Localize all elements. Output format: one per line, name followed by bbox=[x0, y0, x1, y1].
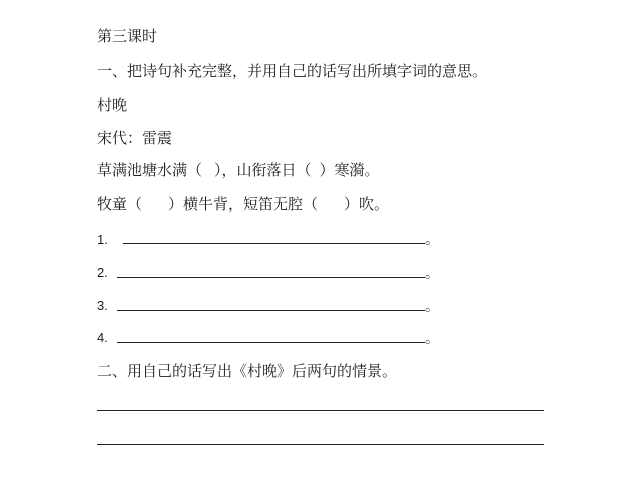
writing-line-1[interactable] bbox=[97, 410, 544, 411]
answer-period: 。 bbox=[425, 331, 439, 347]
answer-blank-line[interactable] bbox=[123, 243, 425, 244]
poem-line-2-part-b: ）横牛背，短笛无腔（ bbox=[168, 195, 319, 213]
answer-number: 1. bbox=[97, 232, 108, 247]
poem-line-2-part-a: 牧童（ bbox=[97, 195, 143, 213]
poem-line-1 bbox=[97, 161, 380, 179]
answer-blank-line[interactable] bbox=[117, 310, 425, 311]
answer-blank-line[interactable] bbox=[117, 342, 425, 343]
poem-line-1-part-b: ），山衔落日（ bbox=[214, 161, 312, 179]
writing-line-2[interactable] bbox=[97, 444, 544, 445]
answer-number: 4. bbox=[97, 330, 108, 345]
section1-instruction: 一、把诗句补充完整，并用自己的话写出所填字词的意思。 bbox=[97, 62, 488, 80]
poem-line-2-part-c: ）吹。 bbox=[344, 195, 390, 213]
answer-period: 。 bbox=[425, 266, 439, 282]
poem-line-1-part-c: ）寒漪。 bbox=[319, 161, 380, 179]
poem-line-1-part-a: 草满池塘水满（ bbox=[97, 161, 203, 179]
lesson-title: 第三课时 bbox=[97, 27, 158, 45]
poem-line-2 bbox=[97, 195, 389, 213]
answer-number: 2. bbox=[97, 265, 108, 280]
answer-number: 3. bbox=[97, 298, 108, 313]
section2-instruction: 二、用自己的话写出《村晚》后两句的情景。 bbox=[97, 362, 398, 380]
poem-author: 宋代：雷震 bbox=[97, 129, 173, 147]
poem-title: 村晚 bbox=[97, 96, 128, 114]
answer-period: 。 bbox=[425, 299, 439, 315]
answer-blank-line[interactable] bbox=[117, 277, 425, 278]
answer-period: 。 bbox=[425, 232, 439, 248]
